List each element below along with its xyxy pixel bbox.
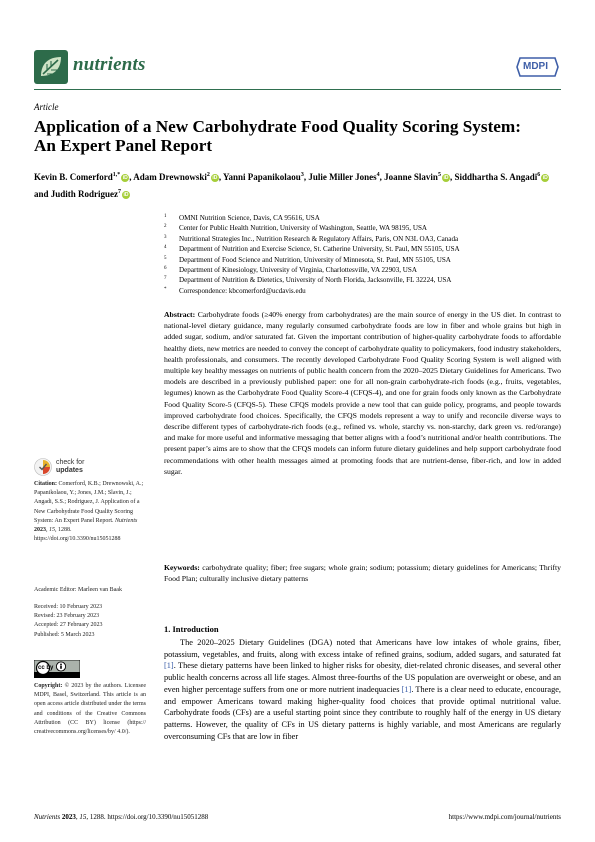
affiliation-text: Department of Nutrition & Dietetics, University of North Florida, Jacksonville, FL 32224, USA [179,276,452,285]
author-affiliation-marker: 2 [206,172,210,178]
reference-link[interactable]: [1] [401,684,412,694]
affiliation-item [164,244,564,254]
footer-citation: Nutrients 2023, 15, 1288. https://doi.org/10.3390/nu15051288 [34,813,209,821]
author-affiliation-marker: 5 [437,172,441,178]
footer-journal: Nutrients [34,813,61,821]
date-published: Published: 5 March 2023 [34,631,95,638]
author-name: Siddhartha S. Angadi [454,172,538,182]
affiliation-item [164,213,564,223]
affiliation-text: Correspondence: kbcomerford@ucdavis.edu [179,286,306,295]
copyright-notice [34,682,146,737]
author-name: Yanni Papanikolaou [223,172,301,182]
author-list: Kevin B. Comerford$^{1,*}$ iD , Adam Drewnowski$^2$ iD , Yanni Papanikolaou$^3$, Julie Miller Jones$^4$, Joanne Slavin$^5$ iD , Siddhartha S. Angadi$^6$ iD and Judith Rodriguez$^7$ iD [34,172,548,199]
affiliation-text: Department of Food Science and Nutrition, University of Minnesota, St. Paul, MN 55105, USA [179,255,451,264]
check-updates-icon [34,458,52,476]
abstract-label: Abstract: [164,310,196,319]
publisher-logo-text: MDPI [523,61,548,72]
author-affiliation-marker: 7 [118,189,122,195]
keywords [164,562,561,584]
author-affiliation-marker: 4 [376,172,380,178]
check-updates-line1: check for [56,459,85,466]
citation-block: Citation: Comerford, K.B.; Drewnowski, A.; Papanikolaou, Y.; Jones, J.M.; Slavin, J.; Angadi, S.S.; Rodriguez, J. Application of a New Carbohydrate Food Quality Scoring System: An Expert Panel Report. Nutrients 2023, 15, 1288. https://doi.org/10.3390/nu15051288 [34,481,144,543]
affiliation-number: 6 [164,266,167,272]
journal-name: nutrients [73,54,146,75]
citation-journal: Nutrients [115,517,138,524]
author-name: Kevin B. Comerford [34,172,113,182]
affiliation-number: * [164,286,167,292]
citation-text: Comerford, K.B.; Drewnowski, A.; Papanikolaou, Y.; Jones, J.M.; Slavin, J.; Angadi, S.S.; Rodriguez, J. Application of a New Carbohydrate Food Quality Scoring System: An Expert Panel Report. [34,481,144,524]
citation-label: Citation: [34,481,57,487]
affiliation-text: Department of Nutrition and Exercise Science, St. Catherine University, St. Paul, MN 55105, USA [179,245,460,254]
affiliation-number: 3 [164,234,167,240]
cc-logo-text: cc by [38,665,54,671]
footer-doi[interactable]: , 1288. https://doi.org/10.3390/nu15051288 [86,813,209,821]
affiliation-number: 5 [164,255,167,261]
keywords-text: carbohydrate quality; fiber; free sugars; whole grain; sodium; potassium; dietary guidelines for Americans; Thrifty Food Plan; culturally inclusive dietary patterns [164,563,562,584]
leaf-logo-icon [34,50,68,84]
author-name: Judith Rodriguez [50,189,119,199]
keywords-label: Keywords: [164,563,200,572]
intro-text-2: . These dietary patterns have been linked to higher risks for obesity, diet-related chronic diseases, and several other public health concerns across all life stages. Almost three-fourths of the US population are overweight or obese, and an even higher percentage suffers from one or more nutrient inadequacies [164,661,561,694]
introduction-paragraph [164,637,561,742]
orcid-icon[interactable]: iD [542,175,548,181]
check-for-updates-badge[interactable] [34,458,114,480]
copyright-label: Copyright: [34,683,63,689]
page-footer [34,813,561,821]
footer-journal-url[interactable]: https://www.mdpi.com/journal/nutrients [448,813,561,821]
footer-volume: 15 [79,813,87,821]
affiliation-text: OMNI Nutrition Science, Davis, CA 95616, USA [179,214,320,222]
orcid-icon[interactable]: iD [212,175,218,181]
affiliation-text: Center for Public Health Nutrition, University of Washington, Seattle, WA 98195, USA [179,224,428,233]
affiliation-text: Nutritional Strategies Inc., Nutrition Research & Regulatory Affairs, Paris, ON N3L OA3, Canada [179,234,459,243]
affiliation-item [164,255,564,265]
paper-title: Application of a New Carbohydrate Food Quality Scoring System: An Expert Panel Report [34,117,521,155]
author-affiliation-marker: 6 [537,172,541,178]
citation-volume: 15 [49,527,55,534]
check-updates-line2: updates [56,467,83,474]
affiliation-item [164,234,564,244]
header-divider [34,89,561,90]
introduction-body [164,637,561,742]
citation-year: 2023 [34,527,46,534]
footer-year: 2023 [61,813,76,821]
author-affiliation-marker: 3 [300,172,304,178]
affiliation-text: Department of Kinesiology, University of Virginia, Charlottesville, VA 22903, USA [179,266,417,275]
orcid-icon[interactable]: iD [123,192,129,198]
date-revised: Revised: 23 February 2023 [34,613,100,620]
orcid-icon[interactable]: iD [122,175,128,181]
abstract [164,309,561,477]
affiliation-list [164,213,564,296]
author-name: Adam Drewnowski [133,172,207,182]
orcid-icon[interactable]: iD [443,175,449,181]
affiliation-item [164,286,564,296]
author-name: Julie Miller Jones [308,172,377,182]
intro-text-3: . There is a clear need to educate, encourage, and empower Americans toward making higher-quality food choices that provide optimal nutritional value. Carbohydrate foods (CFs) are a useful starting point since they contribute to roughly half of the energy in US dietary patterns. However, the quality of CFs in US dietary patterns is highly variable, and most Americans are regularly overconsuming CFs that are low in fiber [164,684,561,741]
journal-logo[interactable] [34,50,68,84]
copyright-text: © 2023 by the authors. Licensee MDPI, Basel, Switzerland. This article is an open access article distributed under the terms and conditions of the Creative Commons Attribution (CC BY) license (https:// creativecommons.org/licenses/by/ 4.0/). [34,683,147,736]
publisher-logo[interactable] [516,56,559,78]
affiliation-number: 2 [164,224,167,230]
date-received: Received: 10 February 2023 [34,604,103,610]
reference-link[interactable]: [1] [164,661,174,671]
abstract-text: Carbohydrate foods (≥40% energy from carbohydrates) are the main source of energy in the US diet. In contrast to national-level dietary guidance, many regularly consumed carbohydrate foods are low in fiber and whole grains but high in added sugar, sodium, and/or saturated fat. Given the important contribution of higher-quality carbohydrate foods to affordable healthy diets, new metrics are needed to convey the concept of carbohydrate quality to policymakers, food industry stakeholders, health professionals, and consumers. The recently developed Carbohydrate Food Quality Scoring System is well aligned with multiple key healthy messages on nutrients of public health concern from the 2020–2025 Dietary Guidelines for Americans. Two models are described in a previously published paper: one for all non-grain carbohydrate-rich foods (e.g., fruits, vegetables, legumes) known as the Carbohydrate Food Quality Score-4 (CFQS-4), and one for grain foods only known as the Carbohydrate Food Quality Score-5 (CFQS-5). These CFQS models provide a new tool that can guide policy, programs, and people towards improved carbohydrate food choices. Specifically, the CFQS models represent a way to unify and reconcile diverse ways to describe different types of carbohydrate-rich foods (e.g., refined vs. whole, starchy vs. non-starchy, dark green vs. red/orange) and make for more useful and informative messaging that better aligns with a food’s nutritional and/or health contributions. The present paper’s aims are to show that the CFQS models can inform future dietary guidelines and help support carbohydrate food recommendations with other health messages aimed at promoting foods that are nutrient-dense, fiber-rich, and low in added sugar. [164,310,562,476]
cc-by-license-logo[interactable] [34,660,80,678]
date-accepted: Accepted: 27 February 2023 [34,622,103,629]
affiliation-item [164,265,564,275]
affiliation-number: 4 [164,245,167,251]
academic-editor: Academic Editor: Marleen van Baak [34,587,122,593]
author-name: Joanne Slavin [384,172,438,182]
affiliation-item [164,275,564,285]
citation-doi[interactable]: , 1288. https://doi.org/10.3390/nu15051288 [34,527,121,543]
affiliation-number: 1 [164,214,167,219]
publication-dates [34,603,146,640]
affiliation-item [164,223,564,233]
section-heading: 1. Introduction [164,624,219,634]
intro-text-1: The 2020–2025 Dietary Guidelines (DGA) noted that Americans have low intakes of whole grains, fiber, potassium, vegetables, and fruits, along with excess intake of refined grains, sodium, added sugars, and saturated fat [164,638,561,659]
article-type: Article [34,102,59,112]
affiliation-number: 7 [164,276,167,282]
author-affiliation-marker: 1,* [112,172,121,178]
